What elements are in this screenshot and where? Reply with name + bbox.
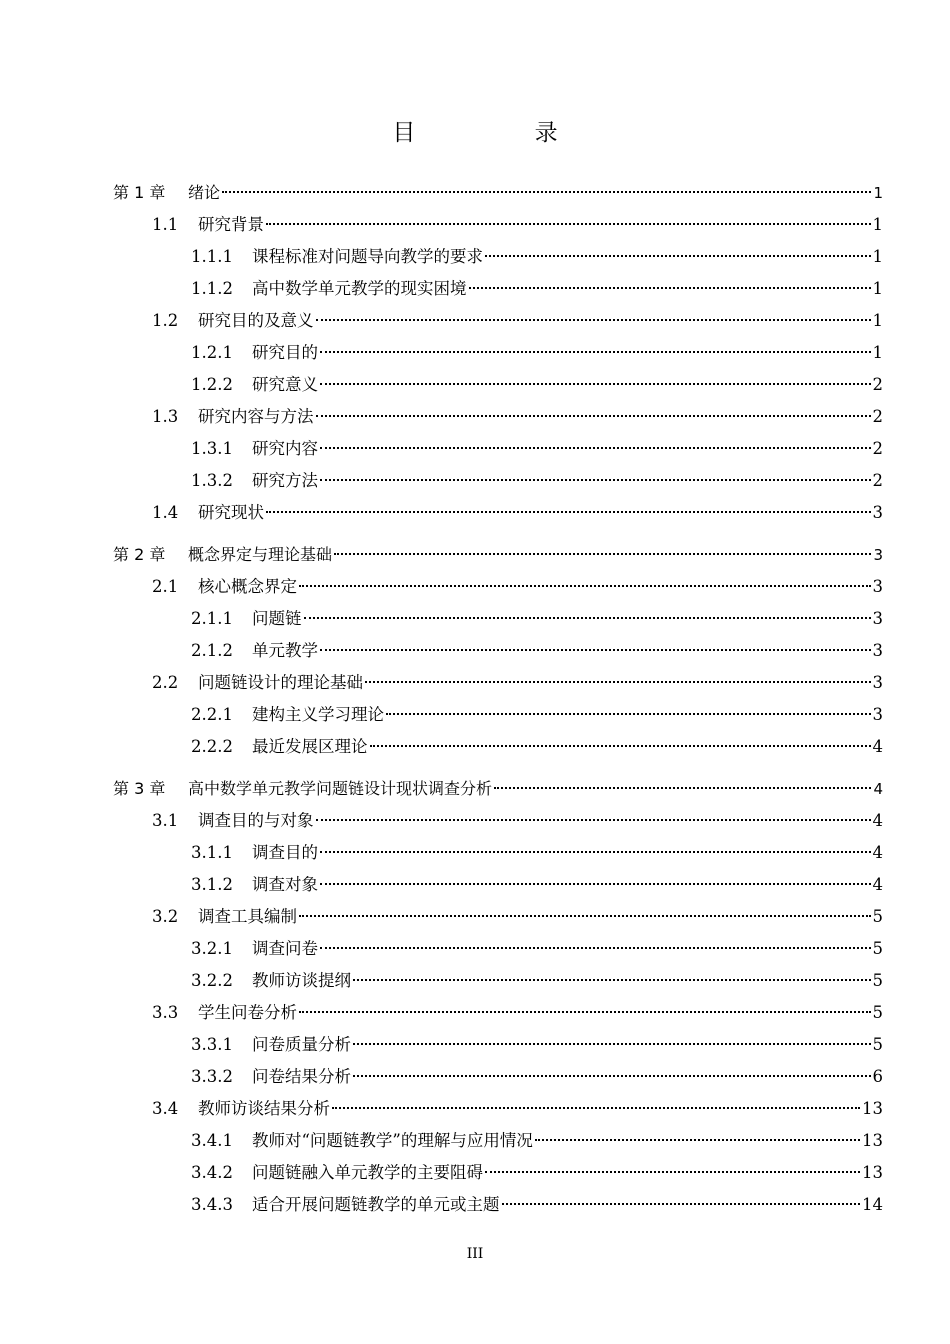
toc-entry-label: 学生问卷分析 [198,1003,297,1022]
toc-entry-label: 适合开展问题链教学的单元或主题 [252,1195,500,1214]
toc-row [191,838,883,868]
dot-leader [320,351,871,353]
toc-entry-number: 3.4.2 [191,1163,233,1182]
toc-entry-page: 1 [872,247,883,266]
toc-entry-label: 研究意义 [252,375,318,394]
toc-row [152,806,883,836]
toc-row [191,700,883,730]
toc-entry-page: 2 [872,407,883,426]
toc-entry-page: 1 [872,279,883,298]
toc-row [191,1158,883,1188]
toc-entry-number: 1.3.2 [191,471,233,490]
toc-entry[interactable] [0,1126,950,1156]
toc-entry-number: 1.3.1 [191,439,233,458]
toc-entry-page: 3 [872,577,883,596]
toc-row [152,572,883,602]
toc-entry-page: 4 [872,843,883,862]
toc-entry-label: 问题链设计的理论基础 [198,673,363,692]
dot-leader [299,915,871,917]
toc-row [152,498,883,528]
dot-leader [320,649,871,651]
toc-entry-label: 研究方法 [252,471,318,490]
dot-leader [370,745,871,747]
toc-entry-number: 3.2.2 [191,971,233,990]
toc-entry-number: 3.1.2 [191,875,233,894]
toc-row [191,466,883,496]
toc-entry-number: 1.2.2 [191,375,233,394]
dot-leader [320,479,871,481]
toc-row [191,636,883,666]
toc-entry-number: 2.2 [152,673,179,692]
toc-entry-label: 建构主义学习理论 [252,705,384,724]
dot-leader [304,617,871,619]
toc-entry-page: 2 [872,375,883,394]
dot-leader [299,585,871,587]
toc-entry-page: 3 [872,503,883,522]
dot-leader [334,553,871,555]
toc-entry-label: 研究背景 [198,215,264,234]
dot-leader [469,287,871,289]
toc-entry-number: 2.1.1 [191,609,233,628]
toc-row [191,1030,883,1060]
toc-entry[interactable] [0,1190,950,1220]
dot-leader [266,511,871,513]
toc-title: 目 录 [392,120,614,146]
toc-entry-page: 5 [872,1035,883,1054]
toc-entry[interactable] [0,540,950,570]
toc-entry-page: 14 [862,1195,883,1214]
toc-entry[interactable] [0,242,950,272]
toc-entry[interactable] [0,498,950,528]
toc-entry-number: 3.1 [152,811,179,830]
dot-leader [320,383,871,385]
dot-leader [332,1107,860,1109]
toc-entry-number: 3.3.1 [191,1035,233,1054]
toc-entry[interactable] [0,668,950,698]
toc-entry-label: 问题链融入单元教学的主要阻碍 [252,1163,483,1182]
toc-entry-label: 教师访谈结果分析 [198,1099,330,1118]
toc-entry-label: 教师对“问题链教学”的理解与应用情况 [252,1131,533,1150]
dot-leader [316,819,871,821]
toc-entry-label: 单元教学 [252,641,318,660]
toc-entry[interactable] [0,370,950,400]
toc-entry-label: 研究目的 [252,343,318,362]
toc-entry[interactable] [0,838,950,868]
toc-entry[interactable] [0,806,950,836]
dot-leader [316,415,871,417]
toc-entry[interactable] [0,572,950,602]
toc-entry-number: 2.1 [152,577,179,596]
toc-entry-page: 2 [872,439,883,458]
toc-entry-page: 4 [873,780,883,798]
toc-row [113,540,883,570]
toc-entry[interactable] [0,870,950,900]
toc-entry[interactable] [0,966,950,996]
dot-leader [494,787,871,789]
toc-entry-page: 13 [862,1131,883,1150]
dot-leader [535,1139,860,1141]
toc-entry-number: 1.1.1 [191,247,233,266]
toc-row [191,370,883,400]
dot-leader [353,1075,871,1077]
toc-entry-page: 5 [872,1003,883,1022]
toc-entry-label: 课程标准对问题导向教学的要求 [252,247,483,266]
toc-row [191,1190,883,1220]
toc-row [152,306,883,336]
toc-entry-label: 调查目的 [252,843,318,862]
dot-leader [320,851,871,853]
toc-entry-page: 5 [872,939,883,958]
toc-entry-page: 3 [873,546,883,564]
toc-entry-label: 绪论 [188,183,221,202]
toc-entry-number: 2.1.2 [191,641,233,660]
dot-leader [320,947,871,949]
toc-entry[interactable] [0,700,950,730]
toc-row [152,998,883,1028]
toc-entry-page: 13 [862,1163,883,1182]
toc-entry-page: 13 [862,1099,883,1118]
toc-entry[interactable] [0,1030,950,1060]
toc-row [191,338,883,368]
toc-entry-number: 第 1 章 [113,183,166,202]
toc-entry-page: 2 [872,471,883,490]
toc-row [191,274,883,304]
toc-entry[interactable] [0,274,950,304]
toc-row [152,402,883,432]
dot-leader [353,1043,871,1045]
dot-leader [222,191,871,193]
toc-entry-number: 3.3.2 [191,1067,233,1086]
toc-entry-number: 第 3 章 [113,779,166,798]
toc-entry[interactable] [0,998,950,1028]
toc-entry-label: 调查问卷 [252,939,318,958]
toc-entry-label: 概念界定与理论基础 [188,545,333,564]
toc-entry-page: 3 [872,609,883,628]
toc-row [152,1094,883,1124]
toc-entry-page: 4 [872,875,883,894]
toc-entry[interactable] [0,178,950,208]
dot-leader [485,1171,860,1173]
toc-entry-number: 1.2.1 [191,343,233,362]
toc-entry[interactable] [0,934,950,964]
toc-row [191,1062,883,1092]
toc-entry-number: 3.2 [152,907,179,926]
toc-entry-page: 5 [872,907,883,926]
toc-entry-number: 3.3 [152,1003,179,1022]
toc-entry[interactable] [0,1062,950,1092]
dot-leader [386,713,871,715]
toc-entry-number: 1.1.2 [191,279,233,298]
toc-entry-page: 5 [872,971,883,990]
toc-row [191,934,883,964]
toc-entry[interactable] [0,306,950,336]
toc-entry-page: 3 [872,673,883,692]
toc-entry-page: 3 [872,641,883,660]
toc-entry-page: 1 [872,215,883,234]
toc-row [191,434,883,464]
dot-leader [320,447,871,449]
toc-entry-number: 1.4 [152,503,179,522]
dot-leader [502,1203,861,1205]
dot-leader [316,319,871,321]
toc-entry-number: 3.1.1 [191,843,233,862]
toc-entry[interactable] [0,338,950,368]
toc-entry-label: 研究目的及意义 [198,311,314,330]
toc-entry[interactable] [0,1094,950,1124]
toc-entry-label: 最近发展区理论 [252,737,368,756]
toc-entry-page: 6 [872,1067,883,1086]
toc-entry-page: 1 [873,184,883,202]
toc-entry-page: 4 [872,737,883,756]
toc-row [191,1126,883,1156]
toc-entry-label: 核心概念界定 [198,577,297,596]
toc-entry[interactable] [0,604,950,634]
toc-row [191,870,883,900]
toc-row [152,210,883,240]
toc-entry[interactable] [0,466,950,496]
toc-entry-number: 3.4 [152,1099,179,1118]
toc-entry-page: 1 [872,343,883,362]
toc-entry-label: 研究内容 [252,439,318,458]
dot-leader [266,223,871,225]
toc-row [113,178,883,208]
toc-entry[interactable] [0,210,950,240]
toc-entry-label: 问卷结果分析 [252,1067,351,1086]
toc-entry-number: 第 2 章 [113,545,166,564]
toc-row [152,668,883,698]
toc-entry-label: 教师访谈提纲 [252,971,351,990]
toc-entry-label: 问题链 [252,609,302,628]
toc-entry-number: 3.4.3 [191,1195,233,1214]
page-number-footer: III [466,1246,484,1262]
toc-entry-label: 调查对象 [252,875,318,894]
toc-row [191,604,883,634]
toc-entry-label: 研究现状 [198,503,264,522]
toc-entry-number: 2.2.1 [191,705,233,724]
toc-entry-label: 高中数学单元教学的现实困境 [252,279,467,298]
toc-entry-page: 3 [872,705,883,724]
toc-entry-page: 1 [872,311,883,330]
toc-entry-page: 4 [872,811,883,830]
toc-entry-label: 研究内容与方法 [198,407,314,426]
toc-entry[interactable] [0,774,950,804]
toc-entry-number: 3.4.1 [191,1131,233,1150]
toc-entry-label: 高中数学单元教学问题链设计现状调查分析 [188,779,493,798]
toc-row [191,966,883,996]
toc-entry-number: 1.1 [152,215,179,234]
toc-entry-number: 2.2.2 [191,737,233,756]
toc-row [191,242,883,272]
toc-entry[interactable] [0,402,950,432]
toc-entry-label: 调查工具编制 [198,907,297,926]
toc-entry[interactable] [0,1158,950,1188]
dot-leader [299,1011,871,1013]
toc-entry-number: 1.2 [152,311,179,330]
toc-row [113,774,883,804]
toc-entry[interactable] [0,902,950,932]
toc-entry[interactable] [0,732,950,762]
toc-row [152,902,883,932]
toc-entry-number: 1.3 [152,407,179,426]
dot-leader [353,979,871,981]
toc-entry[interactable] [0,434,950,464]
dot-leader [485,255,871,257]
toc-entry[interactable] [0,636,950,666]
toc-entry-label: 调查目的与对象 [198,811,314,830]
toc-entry-number: 3.2.1 [191,939,233,958]
dot-leader [320,883,871,885]
toc-row [191,732,883,762]
toc-entry-label: 问卷质量分析 [252,1035,351,1054]
dot-leader [365,681,871,683]
